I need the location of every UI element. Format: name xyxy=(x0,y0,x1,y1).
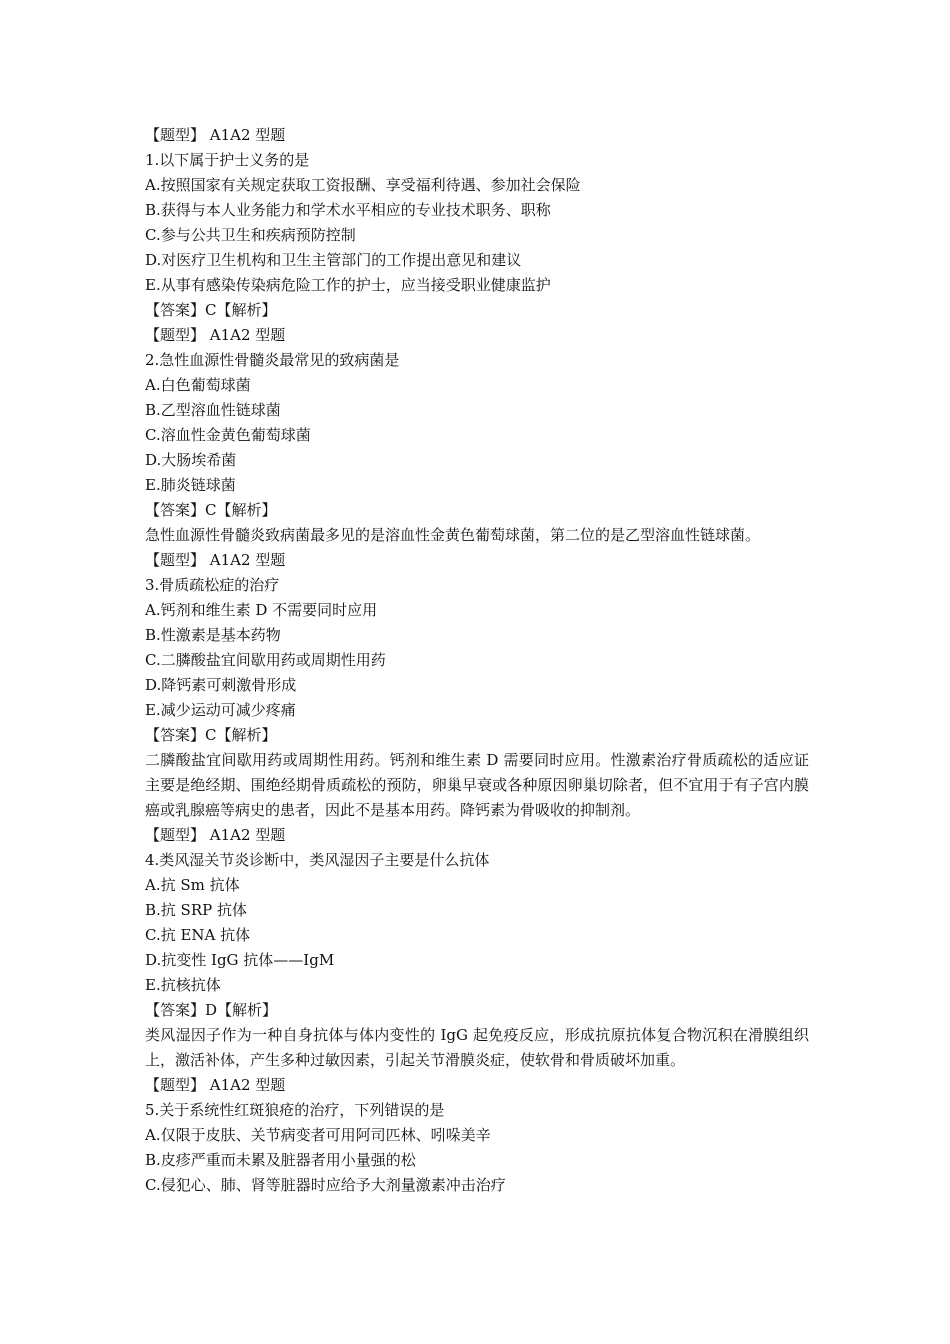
question-stem: 3.骨质疏松症的治疗 xyxy=(145,576,280,594)
question-1 xyxy=(145,123,809,323)
question-type-label: 【题型】 A1A2 型题 xyxy=(145,826,286,844)
explanation: 二膦酸盐宜间歇用药或周期性用药。钙剂和维生素 D 需要同时应用。性激素治疗骨质疏松的适应证主要是绝经期、围绝经期骨质疏松的预防，卵巢早衰或各种原因卵巢切除者，但不宜用于有子宫内膜癌或乳腺癌等病史的患者，因此不是基本用药。降钙素为骨吸收的抑制剂。 xyxy=(145,751,809,819)
option-a: A.钙剂和维生素 D 不需要同时应用 xyxy=(145,601,378,619)
option-b: B.抗 SRP 抗体 xyxy=(145,901,247,919)
answer-line: 【答案】C【解析】 xyxy=(145,301,277,319)
question-type-label: 【题型】 A1A2 型题 xyxy=(145,126,286,144)
option-b: B.获得与本人业务能力和学术水平相应的专业技术职务、职称 xyxy=(145,201,551,219)
option-d: D.抗变性 IgG 抗体——IgM xyxy=(145,951,335,969)
option-e: E.肺炎链球菌 xyxy=(145,476,236,494)
answer-line: 【答案】C【解析】 xyxy=(145,501,277,519)
answer-line: 【答案】D【解析】 xyxy=(145,1001,278,1019)
option-a: A.仅限于皮肤、关节病变者可用阿司匹林、吲哚美辛 xyxy=(145,1126,491,1144)
question-stem: 1.以下属于护士义务的是 xyxy=(145,151,310,169)
option-d: D.大肠埃希菌 xyxy=(145,451,237,469)
question-stem: 5.关于系统性红斑狼疮的治疗，下列错误的是 xyxy=(145,1101,445,1119)
question-stem: 2.急性血源性骨髓炎最常见的致病菌是 xyxy=(145,351,400,369)
question-stem: 4.类风湿关节炎诊断中，类风湿因子主要是什么抗体 xyxy=(145,851,490,869)
explanation: 急性血源性骨髓炎致病菌最多见的是溶血性金黄色葡萄球菌，第二位的是乙型溶血性链球菌。 xyxy=(145,526,761,544)
option-a: A.白色葡萄球菌 xyxy=(145,376,251,394)
option-b: B.皮疹严重而未累及脏器者用小量强的松 xyxy=(145,1151,416,1169)
option-c: C.抗 ENA 抗体 xyxy=(145,926,251,944)
explanation: 类风湿因子作为一种自身抗体与体内变性的 IgG 起免疫反应，形成抗原抗体复合物沉积在滑膜组织上，激活补体，产生多种过敏因素，引起关节滑膜炎症，使软骨和骨质破坏加重。 xyxy=(145,1026,809,1069)
option-d: D.降钙素可刺激骨形成 xyxy=(145,676,297,694)
question-type-label: 【题型】 A1A2 型题 xyxy=(145,1076,286,1094)
option-e: E.抗核抗体 xyxy=(145,976,221,994)
question-type-label: 【题型】 A1A2 型题 xyxy=(145,326,286,344)
question-5 xyxy=(145,1073,809,1198)
option-c: C.参与公共卫生和疾病预防控制 xyxy=(145,226,356,244)
option-b: B.性激素是基本药物 xyxy=(145,626,281,644)
option-e: E.减少运动可减少疼痛 xyxy=(145,701,296,719)
option-a: A.抗 Sm 抗体 xyxy=(145,876,240,894)
question-4 xyxy=(145,823,809,1073)
option-c: C.侵犯心、肺、肾等脏器时应给予大剂量激素冲击治疗 xyxy=(145,1176,506,1194)
option-d: D.对医疗卫生机构和卫生主管部门的工作提出意见和建议 xyxy=(145,251,522,269)
question-type-label: 【题型】 A1A2 型题 xyxy=(145,551,286,569)
answer-line: 【答案】C【解析】 xyxy=(145,726,277,744)
question-3 xyxy=(145,548,809,823)
option-b: B.乙型溶血性链球菌 xyxy=(145,401,281,419)
question-2 xyxy=(145,323,809,548)
option-c: C.溶血性金黄色葡萄球菌 xyxy=(145,426,311,444)
option-c: C.二膦酸盐宜间歇用药或周期性用药 xyxy=(145,651,386,669)
document-page xyxy=(145,123,809,1198)
option-a: A.按照国家有关规定获取工资报酬、享受福利待遇、参加社会保险 xyxy=(145,176,581,194)
option-e: E.从事有感染传染病危险工作的护士，应当接受职业健康监护 xyxy=(145,276,551,294)
